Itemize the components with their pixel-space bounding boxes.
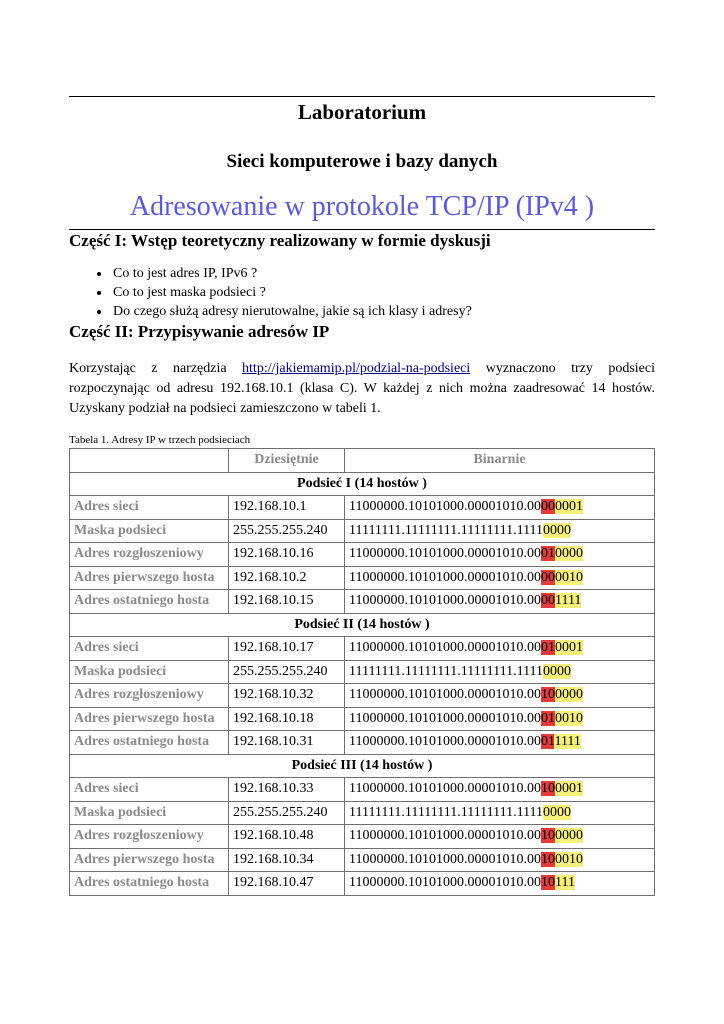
binary-yellow-highlight: 0010: [554, 851, 583, 867]
row-label: Adres sieci: [70, 637, 229, 661]
intro-text-after: wyznaczono trzy podsieci rozpoczynając od adresu 192.168.10.1 (klasa C). W każdej z nich można zaadresować 14 hostów. Uzyskany podział na podsieci zamieszczono w tabeli 1.: [69, 361, 655, 416]
binary-prefix: 11000000.10101000.00001010.00: [349, 687, 541, 703]
decimal-value: 192.168.10.48: [229, 825, 345, 849]
binary-red-highlight: 10: [540, 851, 555, 867]
binary-yellow-highlight: 0010: [554, 710, 583, 726]
binary-prefix: 11111111.11111111.11111111.1111: [349, 663, 544, 679]
row-label: Adres rozgłoszeniowy: [70, 684, 229, 708]
table-row: [70, 637, 655, 661]
binary-value: [345, 848, 655, 872]
row-label: Adres ostatniego hosta: [70, 590, 229, 614]
decimal-value: 192.168.10.2: [229, 566, 345, 590]
table-row: [70, 848, 655, 872]
binary-value: [345, 707, 655, 731]
binary-prefix: 11111111.11111111.11111111.1111: [349, 522, 544, 538]
decimal-value: 255.255.255.240: [229, 660, 345, 684]
table-row: [70, 801, 655, 825]
table-row: [70, 543, 655, 567]
top-rule: [69, 96, 655, 97]
row-label: Adres rozgłoszeniowy: [70, 825, 229, 849]
binary-yellow-highlight: 0001: [554, 781, 583, 797]
binary-value: [345, 637, 655, 661]
subnet-title-row: [70, 472, 655, 496]
decimal-value: 192.168.10.33: [229, 778, 345, 802]
table-row: [70, 825, 655, 849]
binary-yellow-highlight: 0000: [554, 828, 583, 844]
binary-value: [345, 872, 655, 896]
subnet-title-row: [70, 754, 655, 778]
binary-value: [345, 684, 655, 708]
binary-red-highlight: 01: [540, 640, 555, 656]
binary-red-highlight: 10: [540, 828, 555, 844]
binary-red-highlight: 10: [540, 875, 555, 891]
binary-value: [345, 778, 655, 802]
subnet-title: Podsieć I (14 hostów ): [70, 472, 655, 496]
question-item: • Co to jest adres IP, IPv6 ?: [111, 264, 655, 283]
row-label: Adres sieci: [70, 778, 229, 802]
binary-red-highlight: 01: [540, 710, 555, 726]
subnet-title-row: [70, 613, 655, 637]
binary-value: [345, 660, 655, 684]
table-row: [70, 519, 655, 543]
subnet-tool-link[interactable]: http://jakiemamip.pl/podzial-na-podsieci: [242, 361, 471, 376]
table-row: [70, 731, 655, 755]
binary-red-highlight: 10: [540, 687, 555, 703]
row-label: Maska podsieci: [70, 519, 229, 543]
decimal-value: 192.168.10.16: [229, 543, 345, 567]
binary-value: [345, 801, 655, 825]
decimal-value: 192.168.10.32: [229, 684, 345, 708]
decimal-value: 255.255.255.240: [229, 801, 345, 825]
binary-yellow-highlight: 111: [554, 875, 575, 891]
binary-yellow-highlight: 0000: [543, 522, 572, 538]
binary-red-highlight: 00: [540, 593, 555, 609]
table-body: [70, 472, 655, 895]
table-row: [70, 684, 655, 708]
decimal-value: 192.168.10.15: [229, 590, 345, 614]
binary-prefix: 11000000.10101000.00001010.00: [349, 499, 541, 515]
row-label: Adres pierwszego hosta: [70, 566, 229, 590]
binary-value: [345, 731, 655, 755]
table-caption: Tabela 1. Adresy IP w trzech podsieciach: [69, 434, 251, 446]
binary-yellow-highlight: 0000: [554, 546, 583, 562]
question-item: • Co to jest maska podsieci ?: [111, 283, 655, 302]
decimal-value: 192.168.10.31: [229, 731, 345, 755]
binary-prefix: 11000000.10101000.00001010.00: [349, 593, 541, 609]
intro-text-before: Korzystając z narzędzia: [69, 361, 243, 376]
table-row: [70, 778, 655, 802]
lab-heading: Laboratorium: [297, 100, 427, 124]
decimal-value: 192.168.10.18: [229, 707, 345, 731]
binary-yellow-highlight: 0000: [554, 687, 583, 703]
table-row: [70, 707, 655, 731]
binary-prefix: 11000000.10101000.00001010.00: [349, 828, 541, 844]
header-decimal: Dziesiętnie: [229, 449, 345, 473]
subnet-title: Podsieć II (14 hostów ): [70, 613, 655, 637]
binary-prefix: 11000000.10101000.00001010.00: [349, 546, 541, 562]
binary-prefix: 11000000.10101000.00001010.00: [349, 710, 541, 726]
header-binary: Binarnie: [345, 449, 655, 473]
row-label: Maska podsieci: [70, 801, 229, 825]
binary-prefix: 11000000.10101000.00001010.00: [349, 875, 541, 891]
binary-yellow-highlight: 0010: [554, 569, 583, 585]
intro-paragraph: [69, 359, 655, 419]
row-label: Adres pierwszego hosta: [70, 707, 229, 731]
table-header-row: [70, 449, 655, 473]
header-empty-cell: [70, 449, 229, 473]
binary-value: [345, 543, 655, 567]
row-label: Maska podsieci: [70, 660, 229, 684]
binary-yellow-highlight: 1111: [554, 734, 581, 750]
binary-value: [345, 496, 655, 520]
binary-yellow-highlight: 0001: [554, 640, 583, 656]
binary-prefix: 11111111.11111111.11111111.1111: [349, 804, 544, 820]
decimal-value: 192.168.10.34: [229, 848, 345, 872]
subnet-title: Podsieć III (14 hostów ): [70, 754, 655, 778]
part1-heading: Część I: Wstęp teoretyczny realizowany w formie dyskusji: [69, 231, 491, 250]
table-row: [70, 590, 655, 614]
binary-prefix: 11000000.10101000.00001010.00: [349, 569, 541, 585]
table-row: [70, 872, 655, 896]
binary-prefix: 11000000.10101000.00001010.00: [349, 640, 541, 656]
ip-address-table: [69, 448, 655, 896]
course-heading: Sieci komputerowe i bazy danych: [226, 151, 498, 172]
row-label: Adres ostatniego hosta: [70, 872, 229, 896]
binary-red-highlight: 01: [540, 546, 555, 562]
binary-yellow-highlight: 0001: [554, 499, 583, 515]
binary-red-highlight: 01: [540, 734, 555, 750]
document-page: [69, 0, 655, 896]
binary-prefix: 11000000.10101000.00001010.00: [349, 781, 541, 797]
binary-yellow-highlight: 1111: [554, 593, 582, 609]
binary-red-highlight: 00: [540, 569, 555, 585]
table-row: [70, 566, 655, 590]
decimal-value: 192.168.10.47: [229, 872, 345, 896]
row-label: Adres sieci: [70, 496, 229, 520]
table-row: [70, 660, 655, 684]
row-label: Adres rozgłoszeniowy: [70, 543, 229, 567]
question-item: • Do czego służą adresy nierutowalne, jakie są ich klasy i adresy?: [111, 302, 655, 321]
binary-red-highlight: 00: [540, 499, 555, 515]
binary-yellow-highlight: 0000: [543, 804, 572, 820]
decimal-value: 255.255.255.240: [229, 519, 345, 543]
document-title: Adresowanie w protokole TCP/IP (IPv4 ): [129, 191, 595, 222]
question-list: [69, 264, 655, 321]
part2-heading: Część II: Przypisywanie adresów IP: [69, 322, 330, 341]
binary-yellow-highlight: 0000: [543, 663, 572, 679]
binary-prefix: 11000000.10101000.00001010.00: [349, 851, 541, 867]
binary-red-highlight: 10: [540, 781, 555, 797]
row-label: Adres pierwszego hosta: [70, 848, 229, 872]
binary-value: [345, 519, 655, 543]
decimal-value: 192.168.10.17: [229, 637, 345, 661]
row-label: Adres ostatniego hosta: [70, 731, 229, 755]
binary-prefix: 11000000.10101000.00001010.00: [349, 734, 541, 750]
binary-value: [345, 590, 655, 614]
binary-value: [345, 825, 655, 849]
decimal-value: 192.168.10.1: [229, 496, 345, 520]
binary-value: [345, 566, 655, 590]
table-row: [70, 496, 655, 520]
